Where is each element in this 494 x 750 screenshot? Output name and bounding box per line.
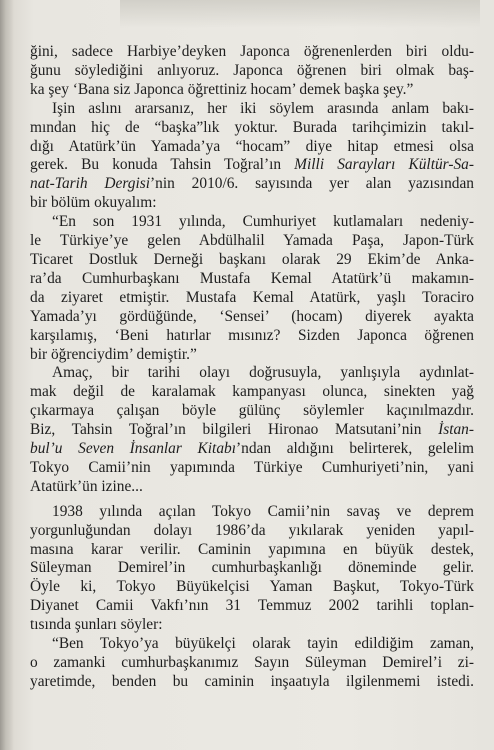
page-top-shadow <box>120 0 480 28</box>
text-line: 1938 yılında açılan Tokyo Camii’nin savaş ve deprem <box>52 502 474 520</box>
text-line: Atatürk’ün izine... <box>30 477 143 495</box>
text-line: Amaç, bir tarihi olayı doğrusuyla, yanlışıyla aydınlat- <box>52 364 474 382</box>
book-title: İstan- <box>438 421 474 439</box>
text-line: ka şey ‘Bana siz Japonca öğrettiniz hocam’ demek başka şey.” <box>30 80 414 98</box>
text-line: mından hiç de “başka”lık yoktur. Burada tarihçimizin takıl- <box>30 118 474 136</box>
text-line: karşılamış, ‘Beni hatırlar mısınız? Sizden Japonca öğrenen <box>30 326 474 344</box>
text-line: ğunu söylediğini anlıyoruz. Japonca öğrenen biri olmak baş- <box>30 61 474 79</box>
text-line: tısında şunları söyler: <box>30 616 163 634</box>
text-line: bir bölüm okuyalım: <box>30 194 157 212</box>
text-fragment: gerek. Bu konuda Tahsin Toğral’ın <box>30 156 295 174</box>
text-line: Öyle ki, Tokyo Büyükelçisi Yaman Başkut, Tokyo-Türk <box>30 578 474 596</box>
quotation-1 <box>30 213 474 364</box>
text-line <box>30 156 474 175</box>
text-line: ra’da Cumhurbaşkanı Mustafa Kemal Atatürk’ü makamın- <box>30 269 474 287</box>
text-line: Süleyman Demirel’in cumhurbaşkanlığı döneminde gelir. <box>30 559 474 577</box>
text-line: masına karar verilir. Caminin yapımına en büyük destek, <box>30 540 474 558</box>
text-line: le Türkiye’ye gelen Abdülhalil Yamada Paşa, Japon-Türk <box>30 232 474 250</box>
text-line: “En son 1931 yılında, Cumhuriyet kutlamaları nedeniy- <box>52 213 474 231</box>
text-line: bir öğrenciydim’ demiştir.” <box>30 345 197 363</box>
text-fragment: Biz, Tahsin Toğral’ın bilgileri Hironao Matsutani’nin <box>30 421 439 439</box>
text-line: çıkarmaya çalışan böyle gülünç söylemler kaçınılmazdır. <box>30 402 474 420</box>
page-gutter-shadow <box>0 0 14 750</box>
text-line: dığı Atatürk’ün Yamada’ya “hocam” diye hitap etmesi olsa <box>30 137 474 155</box>
page-text <box>30 43 474 692</box>
text-line: “Ben Tokyo’ya büyükelçi olarak tayin edildiğim zaman, <box>52 635 474 653</box>
paragraph-4 <box>30 503 474 635</box>
text-line: Işin aslını ararsanız, her iki söylem arasında anlam bakı- <box>52 99 474 117</box>
book-title-continued: bul’u Seven İnsanlar Kitabı <box>30 440 236 458</box>
text-line: da ziyaret etmiştir. Mustafa Kemal Atatürk, yaşlı Toraciro <box>30 288 474 306</box>
journal-title-continued: nat-Tarih Dergisi <box>30 175 151 193</box>
paragraph-3 <box>30 364 474 496</box>
text-line: Yamada’yı gördüğünde, ‘Sensei’ (hocam) diyerek ayakta <box>30 307 474 325</box>
text-line: Diyanet Camii Vakfı’nın 31 Temmuz 2002 tarihli toplan- <box>30 597 474 615</box>
text-line: yorgunluğundan dolayı 1986’da yıkılarak yeniden yapıl- <box>30 521 474 539</box>
text-line: ğini, sadece Harbiye’deyken Japonca öğrenenlerden biri oldu- <box>30 43 474 60</box>
text-line: yaretimde, benden bu caminin inşaatıyla ilgilenmemi istedi. <box>30 672 474 690</box>
text-line <box>30 440 474 459</box>
paragraph-2 <box>30 100 474 213</box>
paragraph-1 <box>30 43 474 100</box>
text-fragment: ’ndan aldığını belirterek, gelelim <box>236 440 475 458</box>
quotation-2 <box>30 635 474 692</box>
text-line: o zamanki cumhurbaşkanımız Sayın Süleyman Demirel’i zi- <box>30 654 474 671</box>
text-line: Ticaret Dostluk Derneği başkanı olarak 29 Ekim’de Anka- <box>30 250 474 268</box>
text-line: mak değil de karalamak kampanyası olunca, sinekten yağ <box>30 383 474 401</box>
text-line: Tokyo Camii’nin yapımında Türkiye Cumhuriyeti’nin, yani <box>30 458 474 476</box>
text-fragment: ’nin 2010/6. sayısında yer alan yazısından <box>150 175 475 193</box>
text-line <box>30 175 474 194</box>
journal-title: Milli Sarayları Kültür-Sa- <box>294 156 474 174</box>
text-line <box>30 421 474 440</box>
